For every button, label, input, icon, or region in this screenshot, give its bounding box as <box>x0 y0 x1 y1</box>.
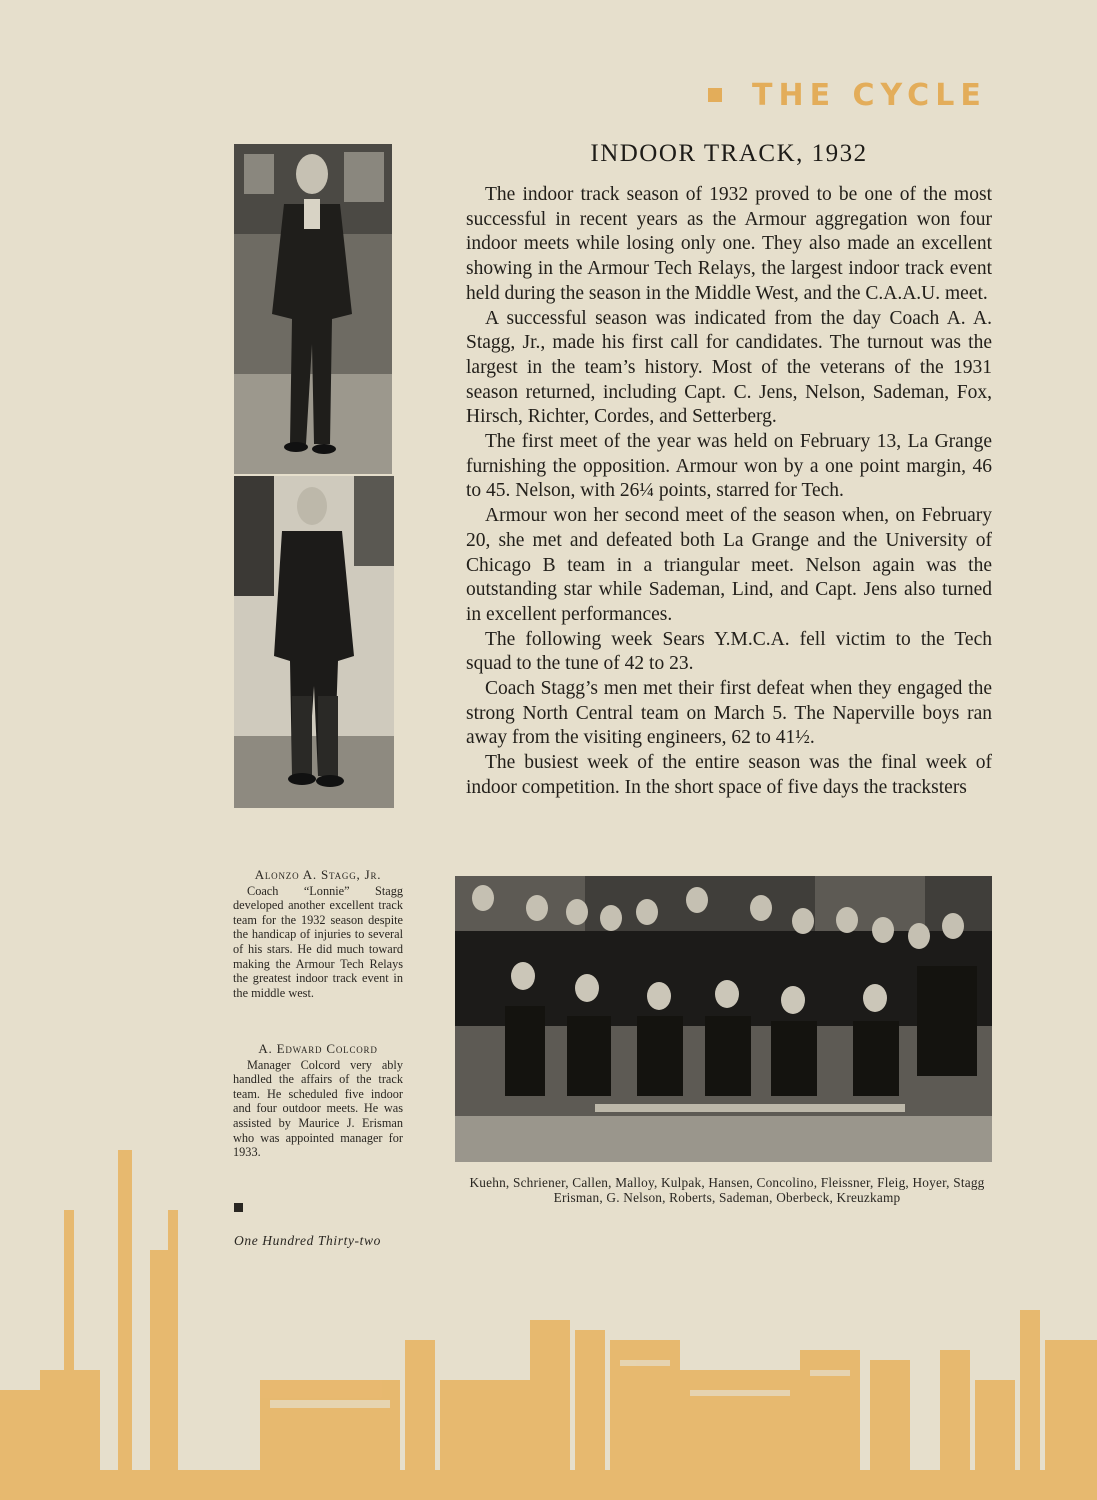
stagg-caption <box>233 868 403 1000</box>
paragraph: Armour won her second meet of the season when, on February 20, she met and defeated both La Grange and the University of Chicago B team in a triangular meet. Nelson again was the outstanding star while Sademan, Lind, and Capt. Jens also turned in excellent performances. <box>466 505 992 625</box>
section-title: THE CYCLE <box>752 77 987 113</box>
bullet-square-icon <box>234 1203 243 1212</box>
caption-text: Manager Colcord very ably handled the affairs of the track team. He scheduled five indoor and four outdoor meets. He was assisted by Maurice J. Erisman who was appointed manager for 1933. <box>233 1057 403 1160</box>
page-number: One Hundred Thirty-two <box>234 1233 381 1248</box>
paragraph: The following week Sears Y.M.C.A. fell victim to the Tech squad to the tune of 42 to 23. <box>466 628 992 675</box>
paragraph: The indoor track season of 1932 proved to be one of the most successful in recent years as the Armour aggregation won four indoor meets while losing only one. They also made an excellent showing in the Armour Tech Relays, the largest indoor track event held during the season in the Middle West, and the C.A.A.U. meet. <box>466 184 992 304</box>
stagg-photo <box>234 144 392 474</box>
caption-line: Erisman, G. Nelson, Roberts, Sademan, Oberbeck, Kreuzkamp <box>553 1190 901 1205</box>
paragraph: The busiest week of the entire season was the final week of indoor competition. In the short space of five days the tracksters <box>466 752 992 798</box>
article-title: INDOOR TRACK, 1932 <box>590 140 868 167</box>
paragraph: Coach Stagg’s men met their first defeat when they engaged the strong North Central team on March 5. The Naperville boys ran away from the visiting engineers, 62 to 41½. <box>466 678 992 749</box>
paragraph: A successful season was indicated from the day Coach A. A. Stagg, Jr., made his first call for candidates. The turnout was the largest in the team’s history. Most of the veterans of the 1931 season returned, including Capt. C. Jens, Nelson, Sademan, Fox, Hirsch, Richter, Cordes, and Setterberg. <box>466 307 992 428</box>
caption-text: Coach “Lonnie” Stagg developed another excellent track team for the 1932 season despite the handicap of injuries to several of his stars. He did much toward making the Armour Tech Relays the greatest indoor track event in the middle west. <box>233 883 403 1000</box>
article-body <box>466 183 992 801</box>
section-header <box>708 77 987 113</box>
caption-line: Kuehn, Schriener, Callen, Malloy, Kulpak, Hansen, Concolino, Fleissner, Fleig, Hoyer, Stagg <box>469 1175 985 1190</box>
team-photo-caption <box>455 1175 999 1205</box>
team-photo <box>455 876 992 1162</box>
caption-name: A. Edward Colcord <box>258 1041 378 1056</box>
colcord-caption <box>233 1042 403 1160</box>
paragraph: The first meet of the year was held on February 13, La Grange furnishing the opposition. Armour won by a one point margin, 46 to 45. Nelson, with 26¼ points, starred for Tech. <box>466 431 992 502</box>
caption-name: Alonzo A. Stagg, Jr. <box>254 867 382 882</box>
header-square-icon <box>708 88 722 102</box>
colcord-photo <box>234 476 394 808</box>
